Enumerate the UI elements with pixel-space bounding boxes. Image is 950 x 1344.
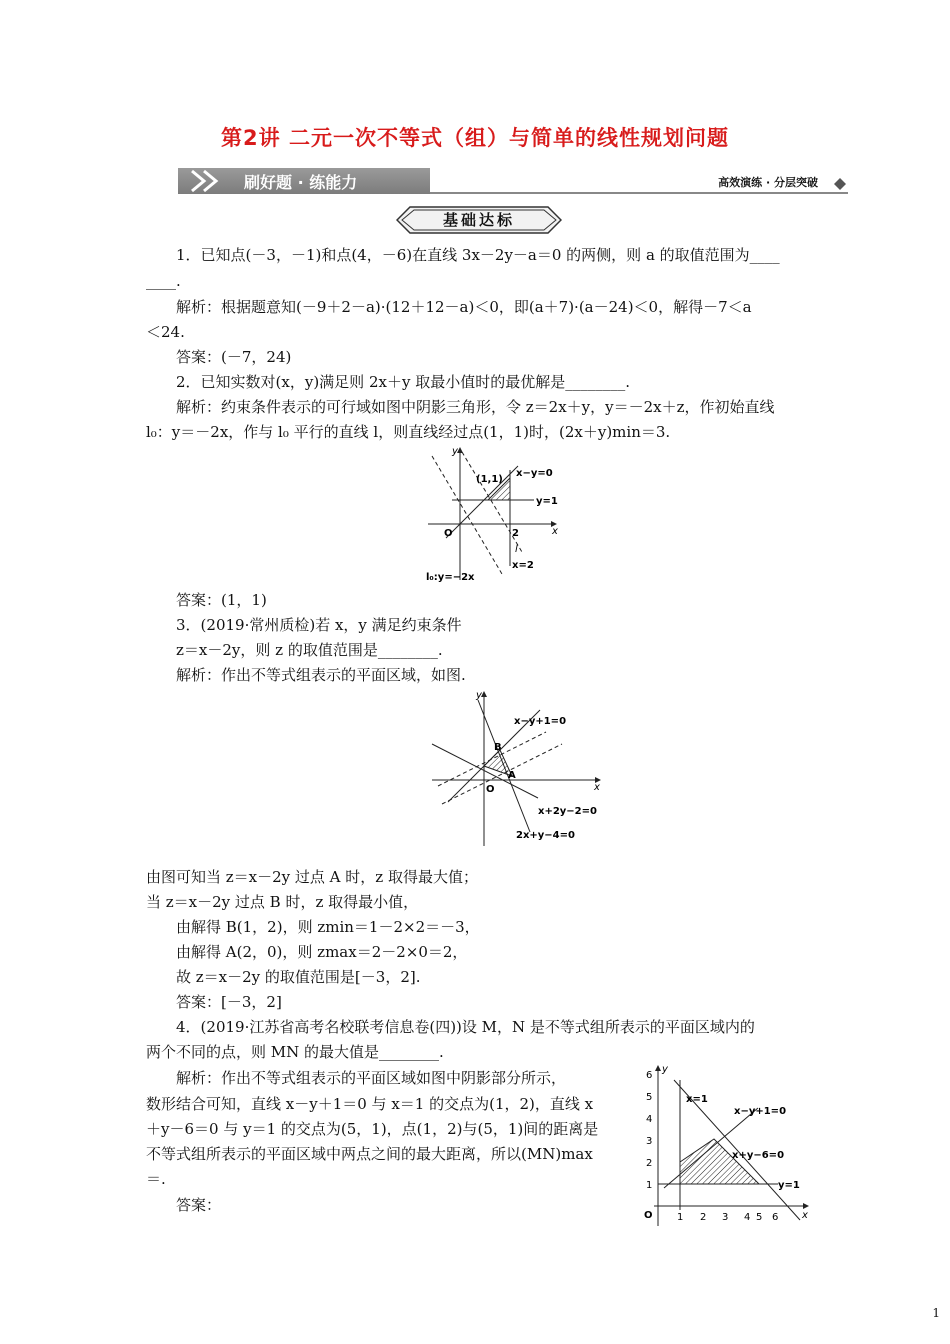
- text-line: 4．(2019·江苏省高考名校联考信息卷(四))设 M，N 是不等式组所表示的平面区域内的: [176, 1018, 755, 1036]
- figure-3: [628, 1060, 814, 1228]
- text-line: 由解得 A(2，0)，则 zmax＝2－2×0＝2，: [176, 943, 468, 961]
- figure-2: [428, 686, 608, 850]
- fig2-point-B: B: [494, 742, 502, 753]
- fig3-y-tick: 1: [646, 1180, 653, 1191]
- fig1-line-label: l: [515, 544, 518, 555]
- figure-1: [418, 442, 566, 582]
- fig3-x-tick: 3: [722, 1212, 729, 1223]
- text-line: ____.: [146, 272, 181, 290]
- text-line: 解析：作出不等式组表示的平面区域，如图.: [176, 666, 466, 684]
- fig1-tick: 2: [512, 528, 519, 539]
- fig3-x-tick: 5: [756, 1212, 763, 1223]
- fig2-line-label: 2x+y−4=0: [516, 830, 575, 841]
- banner-left-text: 刷好题 · 练能力: [244, 173, 358, 192]
- fig3-x-tick: 6: [772, 1212, 779, 1223]
- fig1-point-label: (1,1): [476, 474, 503, 485]
- text-line: 1．已知点(－3，－1)和点(4，－6)在直线 3x－2y－a＝0 的两侧，则 a 的取值范围为____: [176, 246, 780, 264]
- fig3-line-label: x−y+1=0: [734, 1106, 787, 1117]
- fig2-x-label: x: [594, 782, 600, 793]
- text-line: 数形结合可知，直线 x－y＋1＝0 与 x＝1 的交点为(1，2)，直线 x: [146, 1095, 594, 1113]
- fig3-x-tick: 2: [700, 1212, 707, 1223]
- fig1-x-label: x: [552, 526, 558, 537]
- fig3-line-label: y=1: [778, 1180, 800, 1191]
- fig1-origin: O: [444, 528, 453, 539]
- fig3-line-label: x+y−6=0: [732, 1150, 785, 1161]
- fig3-y-tick: 6: [646, 1070, 653, 1081]
- fig3-x-label: x: [802, 1210, 808, 1221]
- fig1-y-label: y: [452, 446, 458, 457]
- text-line: 答案：[－3，2]: [176, 993, 282, 1011]
- text-line: 两个不同的点，则 MN 的最大值是________.: [146, 1043, 444, 1061]
- section-banner: [178, 168, 848, 196]
- page-number: 1: [932, 1306, 940, 1320]
- fig1-line-label: y=1: [536, 496, 558, 507]
- text-line: 故 z＝x－2y 的取值范围是[－3，2].: [176, 968, 421, 986]
- fig3-line-label: x=1: [686, 1094, 708, 1105]
- fig1-line-label: x=2: [512, 560, 534, 571]
- text-line: ＜24.: [146, 323, 185, 341]
- text-line: 答案：: [176, 1196, 222, 1214]
- section-title: 基础达标: [442, 211, 515, 229]
- text-line: 答案：(1，1): [176, 591, 267, 609]
- text-line: 由解得 B(1，2)，则 zmin＝1－2×2＝－3，: [176, 918, 480, 936]
- fig3-y-tick: 5: [646, 1092, 653, 1103]
- fig2-line-label: x−y+1=0: [514, 716, 567, 727]
- banner-bar: [178, 168, 430, 194]
- fig3-x-tick: 1: [677, 1212, 684, 1223]
- text-line: l₀：y＝－2x，作与 l₀ 平行的直线 l，则直线经过点(1，1)时，(2x＋y)min＝3.: [146, 423, 671, 441]
- banner-right-text: 高效演练 · 分层突破: [718, 176, 818, 189]
- double-chevron-icon: [186, 168, 246, 194]
- fig3-x-tick: 4: [744, 1212, 751, 1223]
- fig1-line-label: l₀:y=−2x: [426, 572, 475, 582]
- fig2-y-label: y: [476, 690, 482, 701]
- text-line: ＋y－6＝0 与 y＝1 的交点为(5，1)，点(1，2)与(5，1)间的距离是: [146, 1120, 599, 1138]
- section-badge: [396, 206, 562, 234]
- fig3-y-tick: 3: [646, 1136, 653, 1147]
- fig1-line-label: x−y=0: [516, 468, 553, 479]
- text-line: 解析：约束条件表示的可行域如图中阴影三角形，令 z＝2x＋y，y＝－2x＋z，作初始直线: [176, 398, 775, 416]
- text-line: 解析：根据题意知(－9＋2－a)·(12＋12－a)＜0，即(a＋7)·(a－24)＜0，解得－7＜a: [176, 298, 752, 316]
- fig2-line-label: x+2y−2=0: [538, 806, 597, 817]
- text-line: 答案：(－7，24): [176, 348, 292, 366]
- text-line: 当 z＝x－2y 过点 B 时，z 取得最小值，: [146, 893, 419, 911]
- fig2-origin: O: [486, 784, 495, 795]
- text-line: 2．已知实数对(x，y)满足则 2x＋y 取最小值时的最优解是________.: [176, 373, 630, 391]
- fig3-origin: O: [644, 1210, 653, 1221]
- fig3-y-tick: 2: [646, 1158, 653, 1169]
- text-line: 不等式组所表示的平面区域中两点之间的最大距离，所以(MN)max: [146, 1145, 593, 1163]
- page-title: 第2讲 二元一次不等式（组）与简单的线性规划问题: [221, 126, 729, 150]
- fig3-y-label: y: [662, 1064, 668, 1075]
- text-line: 3．(2019·常州质检)若 x，y 满足约束条件: [176, 616, 462, 634]
- text-line: 由图可知当 z＝x－2y 过点 A 时，z 取得最大值；: [146, 868, 478, 886]
- fig3-y-tick: 4: [646, 1114, 653, 1125]
- text-line: 解析：作出不等式组表示的平面区域如图中阴影部分所示，: [176, 1069, 567, 1087]
- diamond-icon: [834, 178, 846, 190]
- fig2-point-A: A: [508, 770, 516, 781]
- text-line: ＝.: [146, 1170, 166, 1188]
- text-line: z＝x－2y，则 z 的取值范围是________.: [176, 641, 443, 659]
